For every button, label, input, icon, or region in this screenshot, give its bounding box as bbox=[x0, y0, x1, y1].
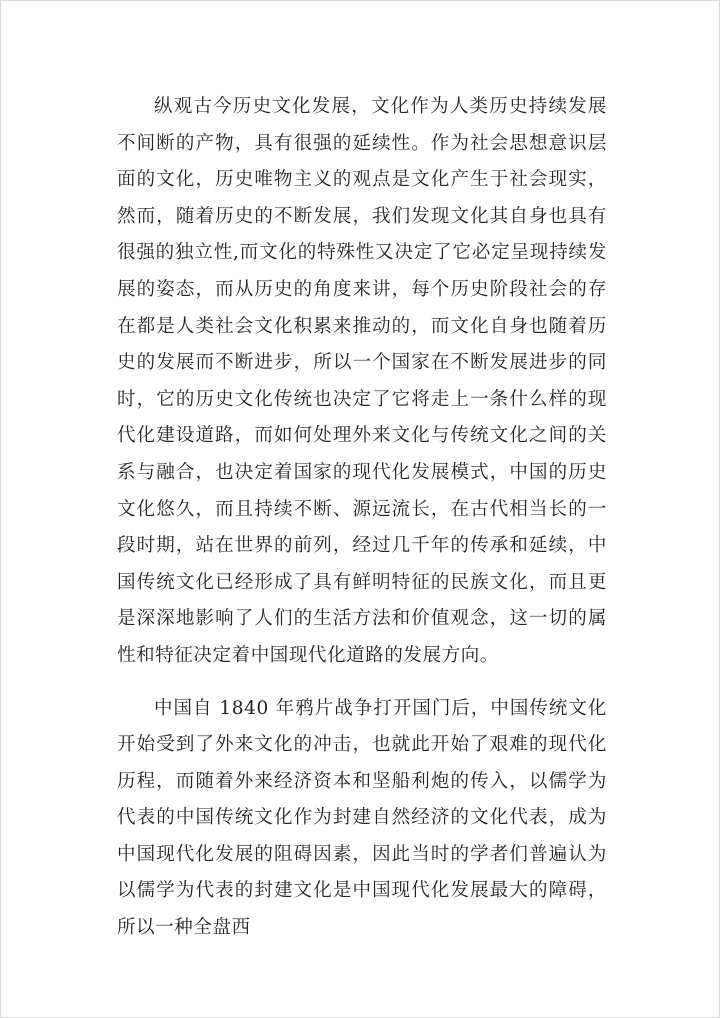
paragraph-1: 纵观古今历史文化发展，文化作为人类历史持续发展不间断的产物，具有很强的延续性。作为社会思想意识层面的文化，历史唯物主义的观点是文化产生于社会现实，然而，随着历史的不断发展，我们发现文化其自身也具有很强的独立性,而文化的特殊性又决定了它必定呈现持续发展的姿态，而从历史的角度来讲，每个历史阶段社会的存在都是人类社会文化积累来推动的，而文化自身也随着历史的发展而不断进步，所以一个国家在不断发展进步的同时，它的历史文化传统也决定了它将走上一条什么样的现代化建设道路，而如何处理外来文化与传统文化之间的关系与融合，也决定着国家的现代化发展模式，中国的历史文化悠久，而且持续不断、源远流长，在古代相当长的一段时期，站在世界的前列，经过几千年的传承和延续，中国传统文化已经形成了具有鲜明特征的民族文化，而且更是深深地影响了人们的生活方法和价值观念，这一切的属性和特征决定着中国现代化道路的发展方向。 bbox=[117, 96, 607, 666]
paragraph-2: 中国自 1840 年鸦片战争打开国门后，中国传统文化开始受到了外来文化的冲击，也就此开始了艰难的现代化历程，而随着外来经济资本和坚船利炮的传入，以儒学为代表的中国传统文化作为封建自然经济的文化代表，成为中国现代化发展的阻碍因素，因此当时的学者们普遍认为以儒学为代表的封建文化是中国现代化发展最大的障碍，所以一种全盘西 bbox=[117, 697, 607, 939]
document-body bbox=[117, 89, 607, 947]
